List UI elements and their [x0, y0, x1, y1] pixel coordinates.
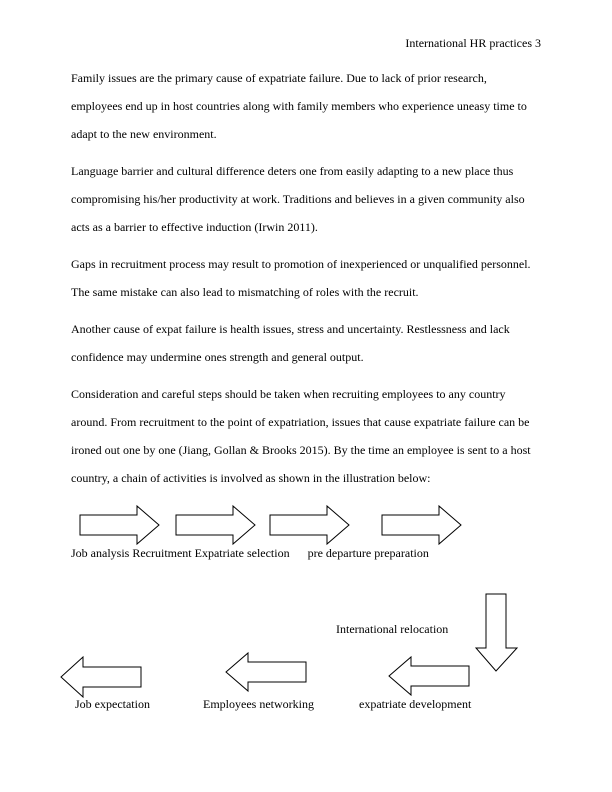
- running-head: International HR practices 3: [405, 36, 541, 50]
- paragraph-recruitment-gaps: Gaps in recruitment process may result to promotion of inexperienced or unqualified personnel. The same mistake can also lead to mismatching of roles with the recruit.: [71, 257, 531, 299]
- down-arrow-icon: [475, 593, 519, 673]
- left-arrow-icon: [60, 656, 142, 698]
- right-arrow-icon: [381, 505, 463, 545]
- flow-row1-labels: Job analysis Recruitment Expatriate selection pre departure preparation: [71, 546, 429, 560]
- left-arrow-icon: [388, 656, 470, 696]
- right-arrow-icon: [79, 505, 161, 545]
- paragraph-language-barrier: Language barrier and cultural difference deters one from easily adapting to a new place thus compromising his/her productivity at work. Traditions and believes in a given community also acts as a barrier to effective induction (Irwin 2011).: [71, 164, 525, 234]
- right-arrow-icon: [269, 505, 351, 545]
- flow-label-international-relocation: International relocation: [336, 622, 449, 636]
- paragraph-health-issues: Another cause of expat failure is health issues, stress and uncertainty. Restlessness and lack confidence may undermine ones strength and general output.: [71, 322, 510, 364]
- flow-label-job-expectation: Job expectation: [75, 697, 150, 711]
- flow-label-employees-networking: Employees networking: [203, 697, 314, 711]
- right-arrow-icon: [175, 505, 257, 545]
- left-arrow-icon: [225, 652, 307, 692]
- paragraph-family-issues: Family issues are the primary cause of expatriate failure. Due to lack of prior research, employees end up in host countries along with family members who experience uneasy time to adapt to the new environment.: [71, 71, 527, 141]
- paragraph-consideration: Consideration and careful steps should be taken when recruiting employees to any country around. From recruitment to the point of expatriation, issues that cause expatriate failure can be ironed out one by one (Jiang, Gollan & Brooks 2015). By the time an employee is sent to a host country, a chain of activities is involved as shown in the illustration below:: [71, 387, 531, 485]
- flow-label-expatriate-development: expatriate development: [359, 697, 472, 711]
